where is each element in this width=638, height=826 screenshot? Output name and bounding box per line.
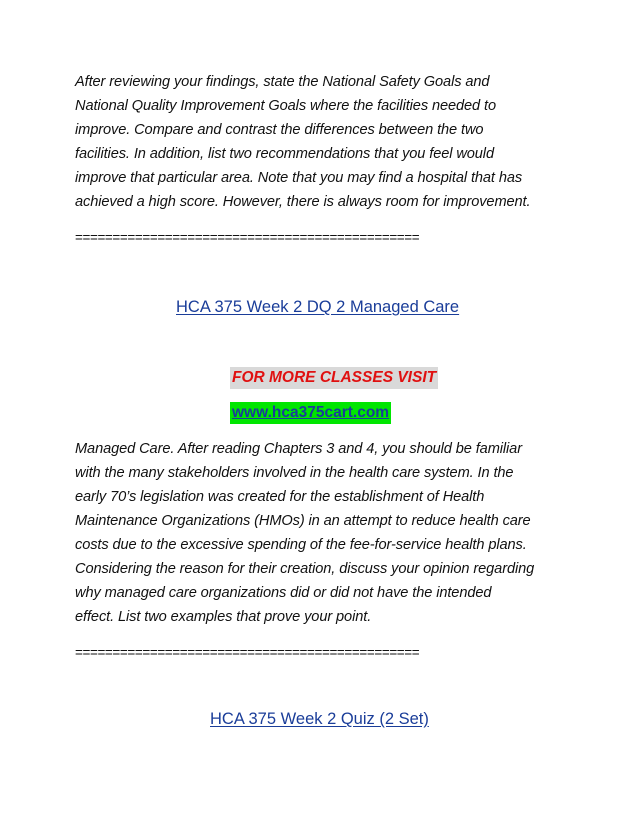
paragraph-safety-goals xyxy=(75,70,575,214)
paragraph-line: National Quality Improvement Goals where the facilities needed to xyxy=(75,98,496,114)
paragraph-line: achieved a high score. However, there is always room for improvement. xyxy=(75,194,531,210)
separator-line: ============================================== xyxy=(75,230,420,245)
paragraph-line: facilities. In addition, list two recommendations that you feel would xyxy=(75,146,494,162)
website-link[interactable]: www.hca375cart.com xyxy=(230,402,391,424)
paragraph-line: Maintenance Organizations (HMOs) in an attempt to reduce health care xyxy=(75,513,531,529)
visit-banner-text: FOR MORE CLASSES VISIT xyxy=(230,367,438,389)
separator-line: ============================================== xyxy=(75,645,420,660)
heading-link-week2-quiz[interactable]: HCA 375 Week 2 Quiz (2 Set) xyxy=(210,710,429,728)
heading-link-dq2-managed-care[interactable]: HCA 375 Week 2 DQ 2 Managed Care xyxy=(176,298,460,316)
paragraph-managed-care xyxy=(75,437,575,629)
paragraph-line: why managed care organizations did or did not have the intended xyxy=(75,585,492,601)
paragraph-line: improve that particular area. Note that you may find a hospital that has xyxy=(75,170,523,186)
paragraph-line: with the many stakeholders involved in the health care system. In the xyxy=(75,465,514,481)
paragraph-line: After reviewing your findings, state the National Safety Goals and xyxy=(75,74,490,90)
paragraph-line: costs due to the excessive spending of the fee-for-service health plans. xyxy=(75,537,527,553)
paragraph-line: early 70’s legislation was created for the establishment of Health xyxy=(75,489,485,505)
paragraph-line: Considering the reason for their creation, discuss your opinion regarding xyxy=(75,561,535,577)
paragraph-line: improve. Compare and contrast the differences between the two xyxy=(75,122,484,138)
paragraph-line: Managed Care. After reading Chapters 3 and 4, you should be familiar xyxy=(75,441,522,457)
paragraph-line: effect. List two examples that prove your point. xyxy=(75,609,372,625)
